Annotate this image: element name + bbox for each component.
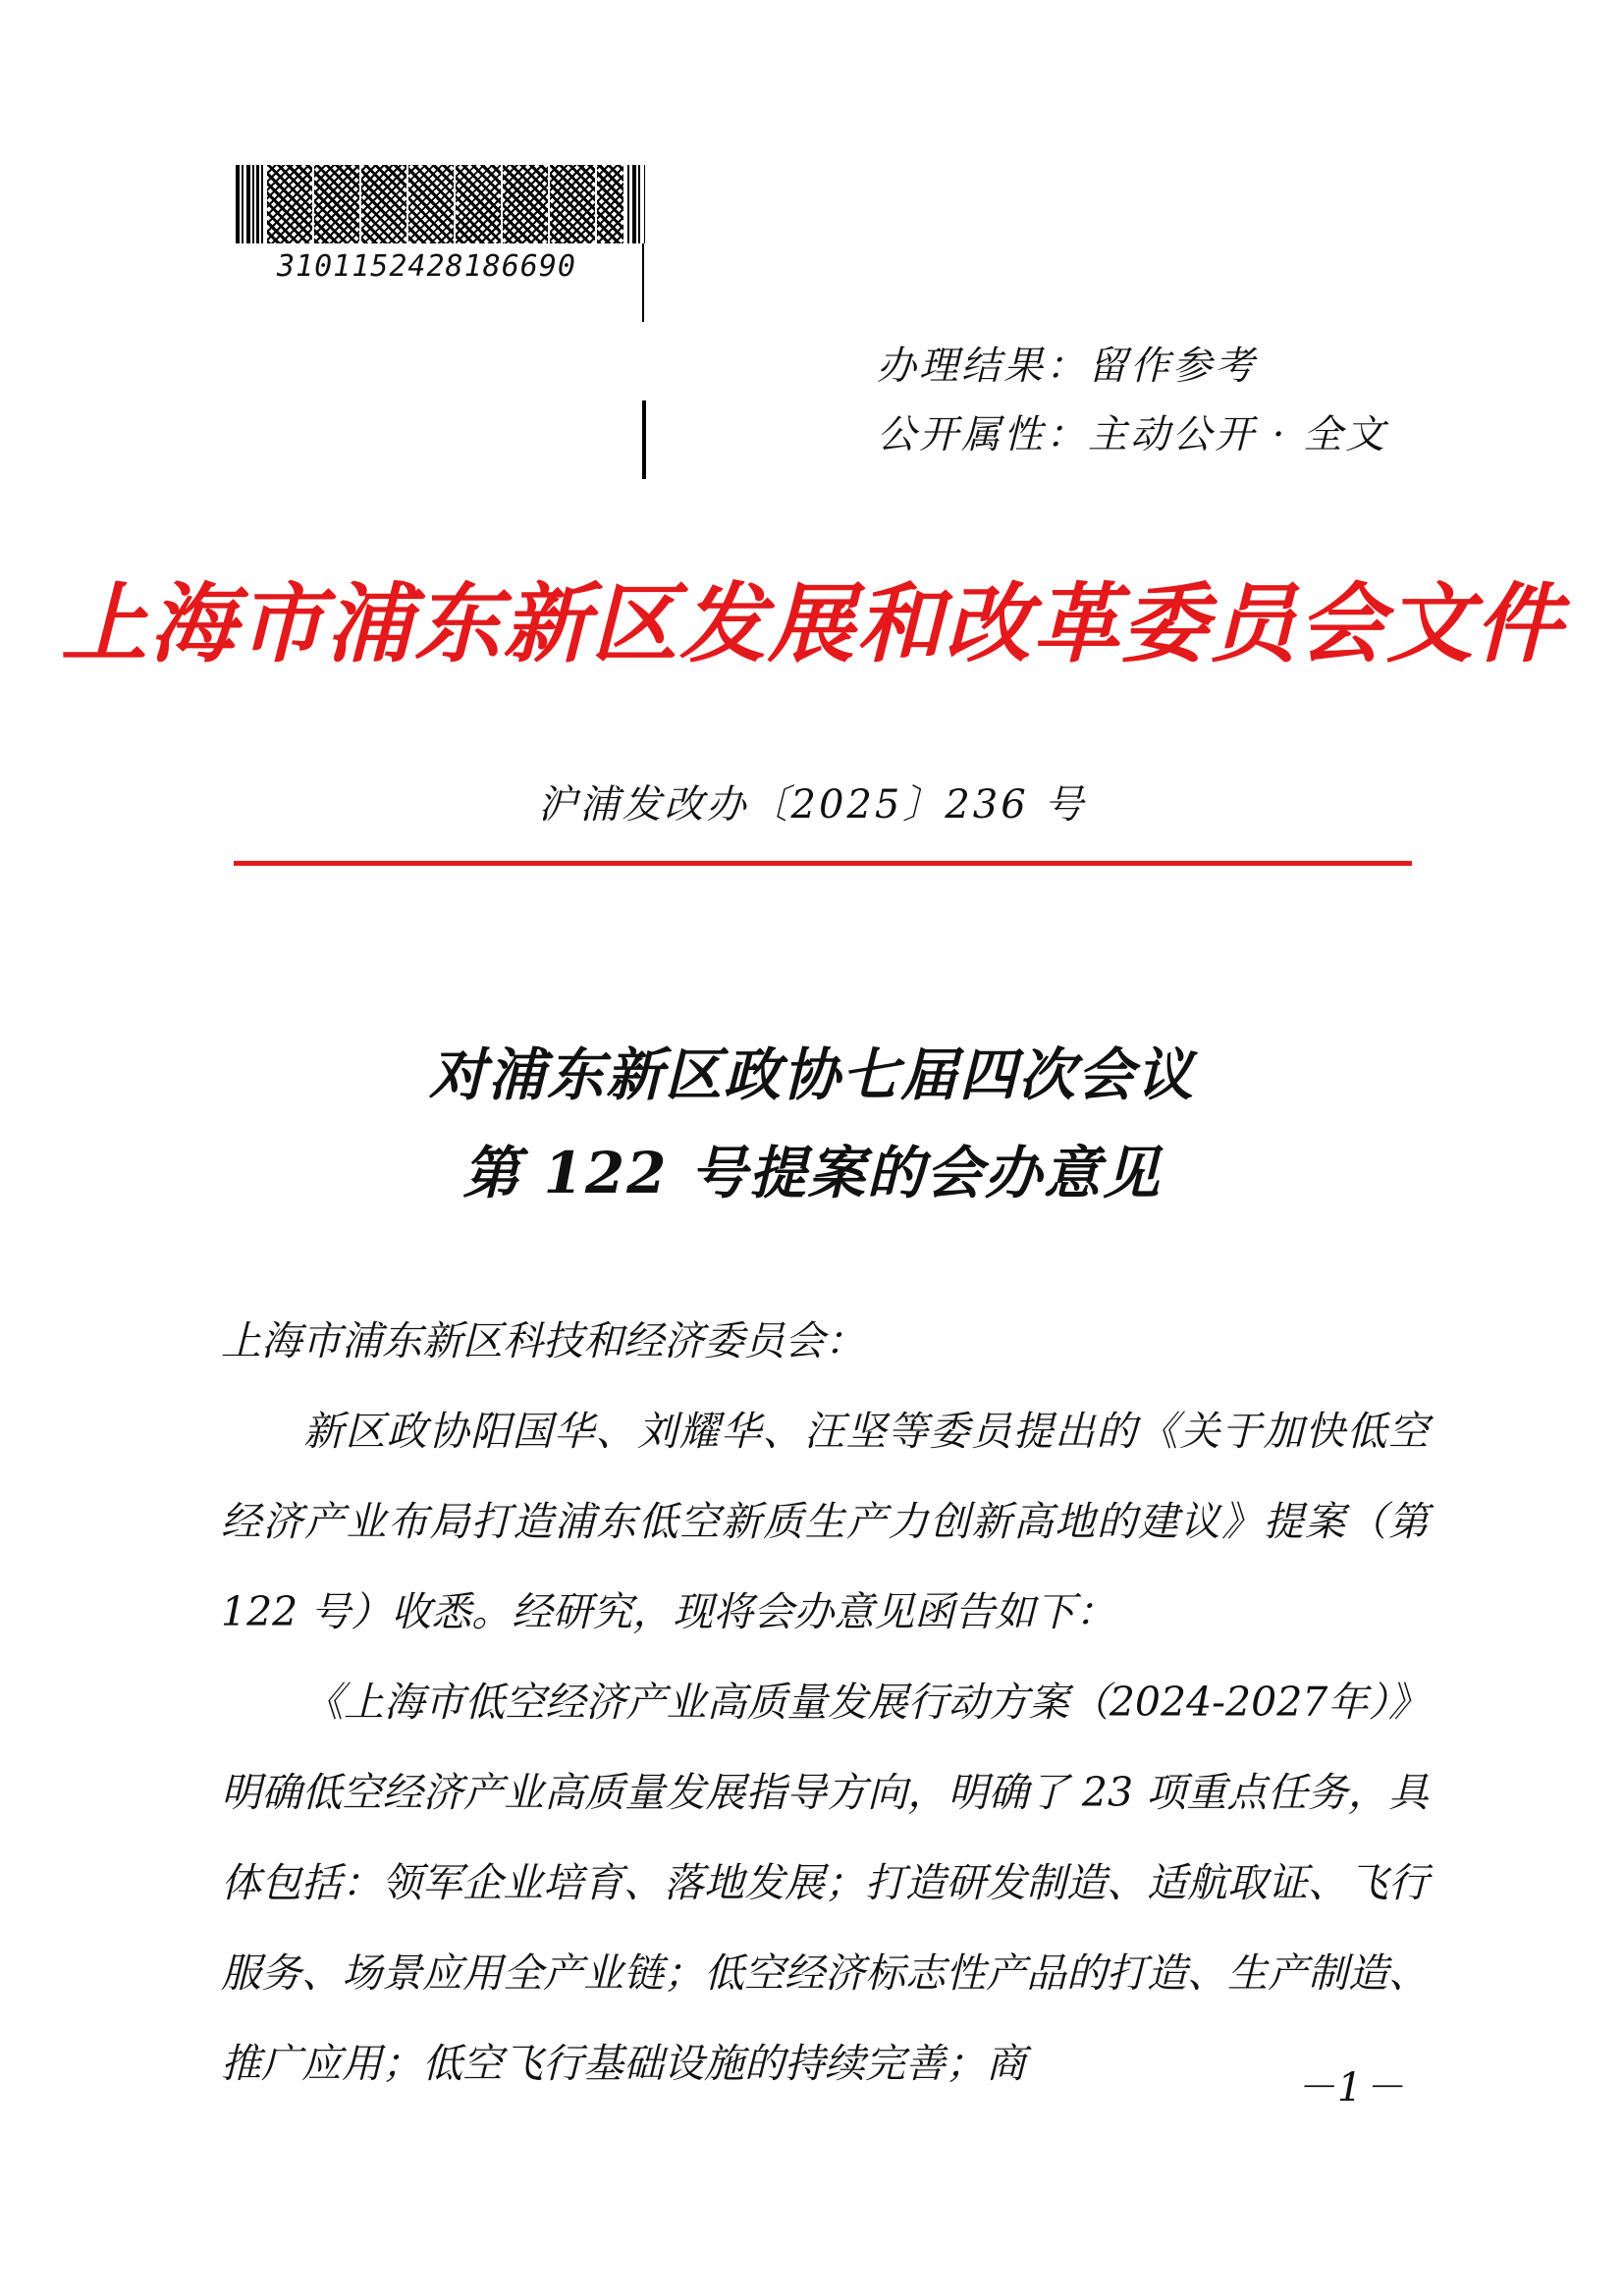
document-body bbox=[221, 1296, 1429, 2109]
document-title bbox=[0, 1026, 1624, 1222]
title-line-2: 第 122 号提案的会办意见 bbox=[462, 1140, 1162, 1206]
disclosure-attribute-label: 公开属性： bbox=[877, 412, 1088, 457]
issuer-header: 上海市浦东新区发展和改革委员会文件 bbox=[60, 578, 1563, 673]
title-line-1: 对浦东新区政协七届四次会议 bbox=[428, 1041, 1195, 1108]
document-number: 沪浦发改办〔2025〕236 号 bbox=[537, 782, 1087, 828]
barcode bbox=[236, 165, 648, 284]
page-number: －1－ bbox=[1296, 2065, 1406, 2110]
handling-result-label: 办理结果： bbox=[877, 344, 1088, 389]
barcode-image bbox=[236, 165, 648, 243]
addressee: 上海市浦东新区科技和经济委员会： bbox=[221, 1317, 865, 1364]
barcode-number: 3101152428186690 bbox=[277, 249, 576, 284]
handling-result-value: 留作参考 bbox=[1088, 344, 1257, 389]
paragraph-2: 《上海市低空经济产业高质量发展行动方案（2024-2027年）》明确低空经济产业高质量发展指导方向，明确了 23 项重点任务，具体包括：领军企业培育、落地发展；打造研发制造、适航取证、飞行服务、场景应用全产业链；低空经济标志性产品的打造、生产制造、推广应用；低空飞行基础设施的持续完善；商 bbox=[221, 1679, 1429, 2087]
handling-result bbox=[877, 332, 1387, 400]
paragraph-1: 新区政协阳国华、刘耀华、汪坚等委员提出的《关于加快低空经济产业布局打造浦东低空新质生产力创新高地的建议》提案（第 122 号）收悉。经研究，现将会办意见函告如下： bbox=[221, 1408, 1429, 1635]
header-divider bbox=[234, 861, 1412, 866]
disclosure-attribute-value: 主动公开 · 全文 bbox=[1088, 412, 1388, 457]
disclosure-attribute bbox=[877, 400, 1387, 469]
document-meta bbox=[877, 332, 1387, 469]
